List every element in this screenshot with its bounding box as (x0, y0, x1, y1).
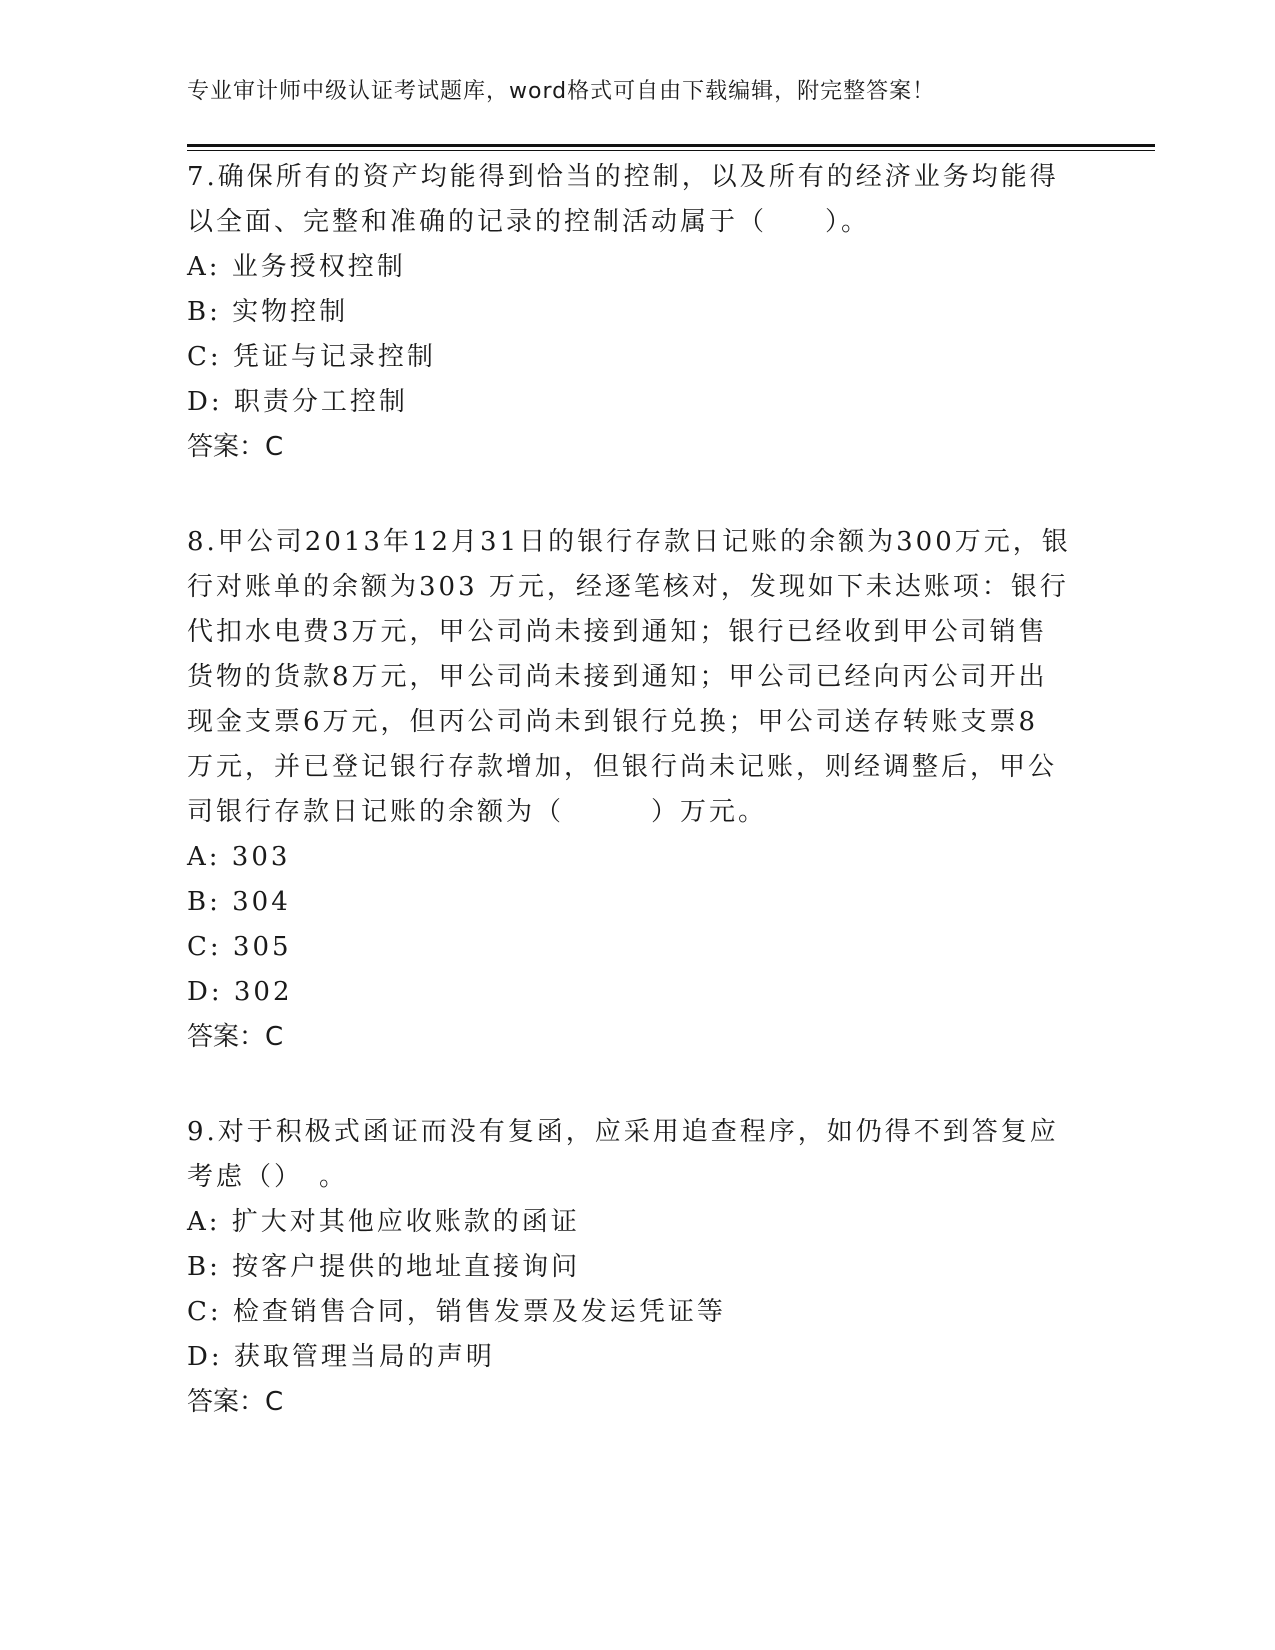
header-divider-thin (187, 150, 1155, 151)
question-stem-line: 代扣水电费3万元，甲公司尚未接到通知；银行已经收到甲公司销售 (187, 617, 1048, 647)
answer-label: 答案：C (187, 1387, 284, 1417)
question-9 (187, 1110, 1067, 1425)
option-d: D: 职责分工控制 (187, 387, 408, 417)
question-7 (187, 155, 1067, 470)
page-header-text: 专业审计师中级认证考试题库，word格式可自由下载编辑，附完整答案！ (187, 79, 936, 104)
option-b: B: 实物控制 (187, 297, 349, 327)
option-d: D: 302 (187, 977, 293, 1007)
question-stem-line: 行对账单的余额为303 万元，经逐笔核对，发现如下未达账项：银行 (187, 572, 1069, 602)
question-stem-line: 万元，并已登记银行存款增加，但银行尚未记账，则经调整后，甲公 (187, 752, 1058, 782)
answer-label: 答案：C (187, 432, 284, 462)
question-stem-line: 以全面、完整和准确的记录的控制活动属于（ ）。 (187, 207, 871, 237)
option-a: A: 303 (187, 842, 291, 872)
question-stem-line: 考虑（） 。 (187, 1162, 349, 1192)
question-stem-line: 货物的货款8万元，甲公司尚未接到通知；甲公司已经向丙公司开出 (187, 662, 1048, 692)
option-a: A: 业务授权控制 (187, 252, 406, 282)
option-c: C: 检查销售合同，销售发票及发运凭证等 (187, 1297, 726, 1327)
question-stem-line: 8.甲公司2013年12月31日的银行存款日记账的余额为300万元，银 (187, 527, 1071, 557)
option-d: D: 获取管理当局的声明 (187, 1342, 495, 1372)
question-8 (187, 520, 1071, 1060)
question-stem-line: 9.对于积极式函证而没有复函，应采用追查程序，如仍得不到答复应 (187, 1117, 1059, 1147)
option-c: C: 305 (187, 932, 292, 962)
question-stem (187, 155, 1067, 245)
option-b: B: 按客户提供的地址直接询问 (187, 1252, 581, 1282)
question-stem-line: 7.确保所有的资产均能得到恰当的控制，以及所有的经济业务均能得 (187, 162, 1059, 192)
question-stem-line: 现金支票6万元，但丙公司尚未到银行兑换；甲公司送存转账支票8 (187, 707, 1039, 737)
header-divider-thick (187, 144, 1155, 147)
option-b: B: 304 (187, 887, 291, 917)
option-c: C: 凭证与记录控制 (187, 342, 436, 372)
question-stem-line: 司银行存款日记账的余额为（ ）万元。 (187, 797, 768, 827)
answer-label: 答案：C (187, 1022, 284, 1052)
question-stem (187, 520, 1071, 835)
option-a: A: 扩大对其他应收账款的函证 (187, 1207, 580, 1237)
question-stem (187, 1110, 1067, 1200)
